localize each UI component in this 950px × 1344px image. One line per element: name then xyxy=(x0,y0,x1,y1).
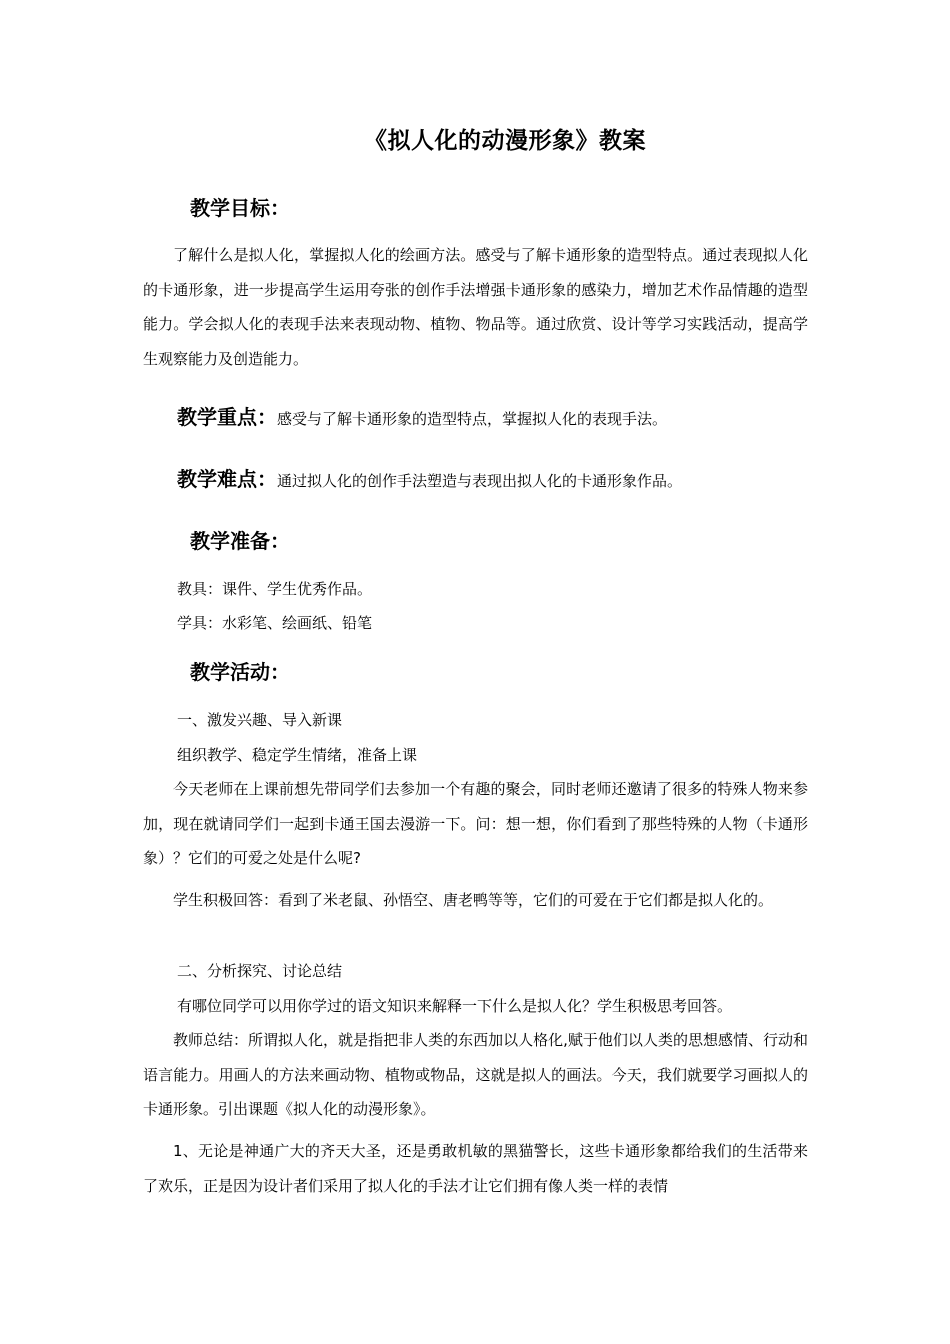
teacher-tools-line: 教具：课件、学生优秀作品。 xyxy=(177,580,373,598)
section1-paragraph-1: 今天老师在上课前想先带同学们去参加一个有趣的聚会，同时老师还邀请了很多的特殊人物来参加，现在就请同学们一起到卡通王国去漫游一下。问：想一想，你们看到了那些特殊的人物（卡通形象）？它们的可爱之处是什么呢? xyxy=(143,780,808,867)
section1-line: 组织教学、稳定学生情绪，准备上课 xyxy=(177,746,418,764)
difficulties-label: 教学难点： xyxy=(177,467,277,491)
difficulties-text: 通过拟人化的创作手法塑造与表现出拟人化的卡通形象作品。 xyxy=(277,472,683,490)
difficulties-line xyxy=(177,462,682,498)
section2-line: 有哪位同学可以用你学过的语文知识来解释一下什么是拟人化？学生积极思考回答。 xyxy=(177,997,733,1015)
preparation-heading: 教学准备： xyxy=(190,529,290,553)
section2-paragraph-1: 教师总结：所谓拟人化，就是指把非人类的东西加以人格化,赋于他们以人类的思想感情、行动和语言能力。用画人的方法来画动物、植物或物品，这就是拟人的画法。今天，我们就要学习画拟人的卡通形象。引出课题《拟人化的动漫形象》。 xyxy=(143,1031,808,1118)
section2-title: 二、分析探究、讨论总结 xyxy=(177,962,343,980)
activities-heading: 教学活动： xyxy=(190,660,290,684)
document-title: 《拟人化的动漫形象》教案 xyxy=(364,128,646,154)
student-tools-line: 学具：水彩笔、绘画纸、铅笔 xyxy=(177,614,373,632)
objectives-heading: 教学目标： xyxy=(190,196,290,220)
key-points-line xyxy=(177,400,667,436)
section1-title: 一、激发兴趣、导入新课 xyxy=(177,711,343,729)
objectives-paragraph: 了解什么是拟人化，掌握拟人化的绘画方法。感受与了解卡通形象的造型特点。通过表现拟人化的卡通形象，进一步提高学生运用夸张的创作手法增强卡通形象的感染力，增加艺术作品情趣的造型能力。学会拟人化的表现手法来表现动物、植物、物品等。通过欣赏、设计等学习实践活动，提高学生观察能力及创造能力。 xyxy=(143,246,808,368)
section1-paragraph-2: 学生积极回答：看到了米老鼠、孙悟空、唐老鸭等等，它们的可爱在于它们都是拟人化的。 xyxy=(173,891,774,909)
key-points-label: 教学重点： xyxy=(177,405,277,429)
key-points-text: 感受与了解卡通形象的造型特点，掌握拟人化的表现手法。 xyxy=(277,410,668,428)
section2-paragraph-2: 1、无论是神通广大的齐天大圣，还是勇敢机敏的黑猫警长，这些卡通形象都给我们的生活带来了欢乐，正是因为设计者们采用了拟人化的手法才让它们拥有像人类一样的表情 xyxy=(143,1142,808,1195)
